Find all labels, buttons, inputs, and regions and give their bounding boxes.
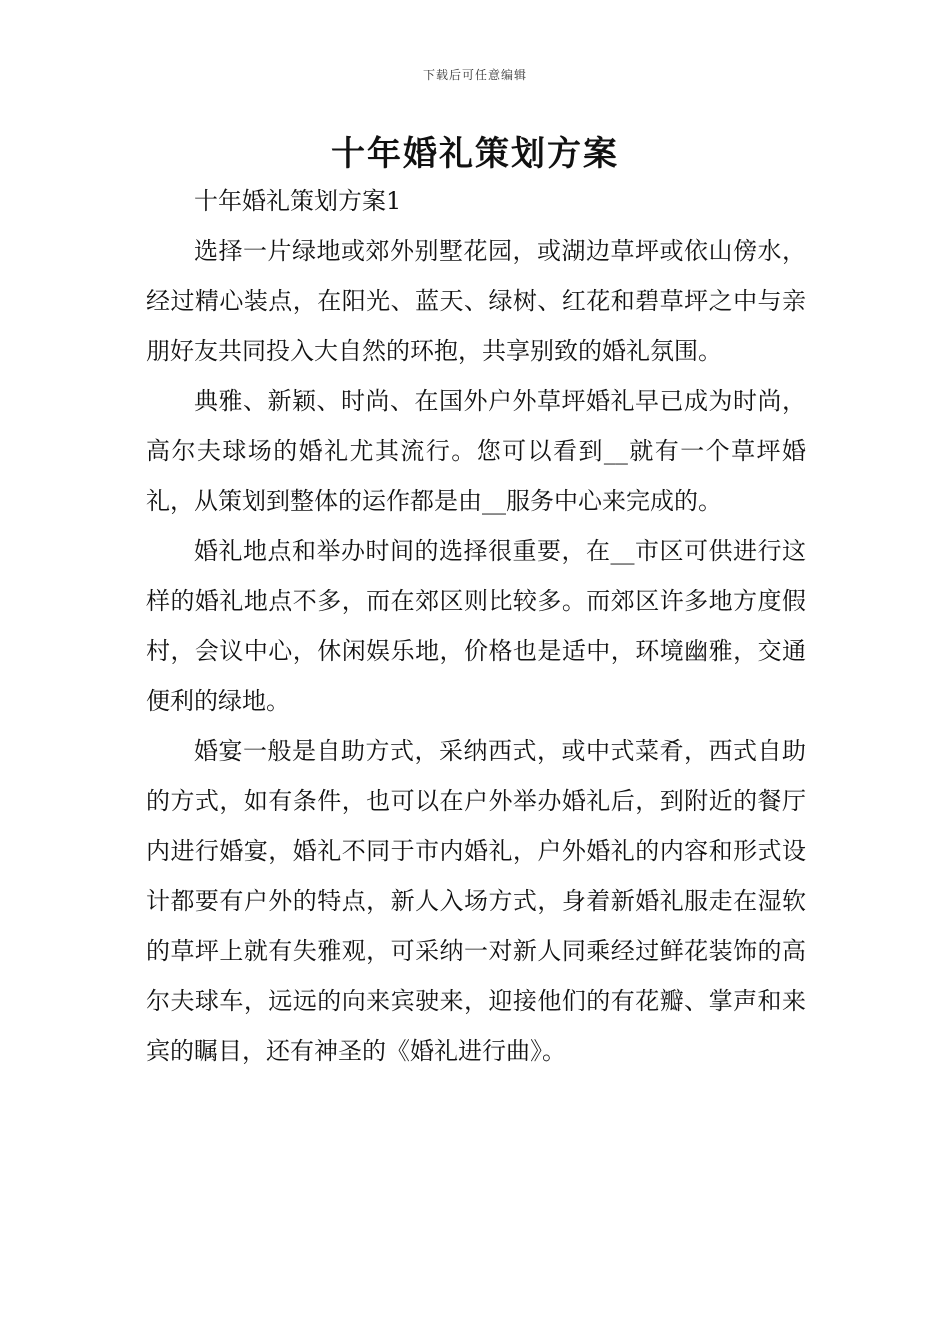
paragraph: 选择一片绿地或郊外别墅花园，或湖边草坪或依山傍水，经过精心装点，在阳光、蓝天、绿树、红花和碧草坪之中与亲朋好友共同投入大自然的环抱，共享别致的婚礼氛围。: [146, 237, 806, 365]
document-body: [146, 176, 806, 1076]
section-heading: 十年婚礼策划方案1: [194, 187, 402, 215]
paragraph: 婚礼地点和举办时间的选择很重要，在__市区可供进行这样的婚礼地点不多，而在郊区则比较多。而郊区许多地方度假村，会议中心，休闲娱乐地，价格也是适中，环境幽雅，交通便利的绿地。: [146, 537, 806, 715]
header-note: 下载后可任意编辑: [422, 68, 527, 82]
paragraph: 典雅、新颖、时尚、在国外户外草坪婚礼早已成为时尚，高尔夫球场的婚礼尤其流行。您可以看到__就有一个草坪婚礼，从策划到整体的运作都是由__服务中心来完成的。: [146, 387, 806, 515]
paragraph: 婚宴一般是自助方式，采纳西式，或中式菜肴，西式自助的方式，如有条件，也可以在户外举办婚礼后，到附近的餐厅内进行婚宴，婚礼不同于市内婚礼，户外婚礼的内容和形式设计都要有户外的特点，新人入场方式，身着新婚礼服走在湿软的草坪上就有失雅观，可采纳一对新人同乘经过鲜花装饰的高尔夫球车，远远的向来宾驶来，迎接他们的有花瓣、掌声和来宾的瞩目，还有神圣的《婚礼进行曲》。: [146, 737, 806, 1065]
document-title: 十年婚礼策划方案: [331, 134, 619, 174]
